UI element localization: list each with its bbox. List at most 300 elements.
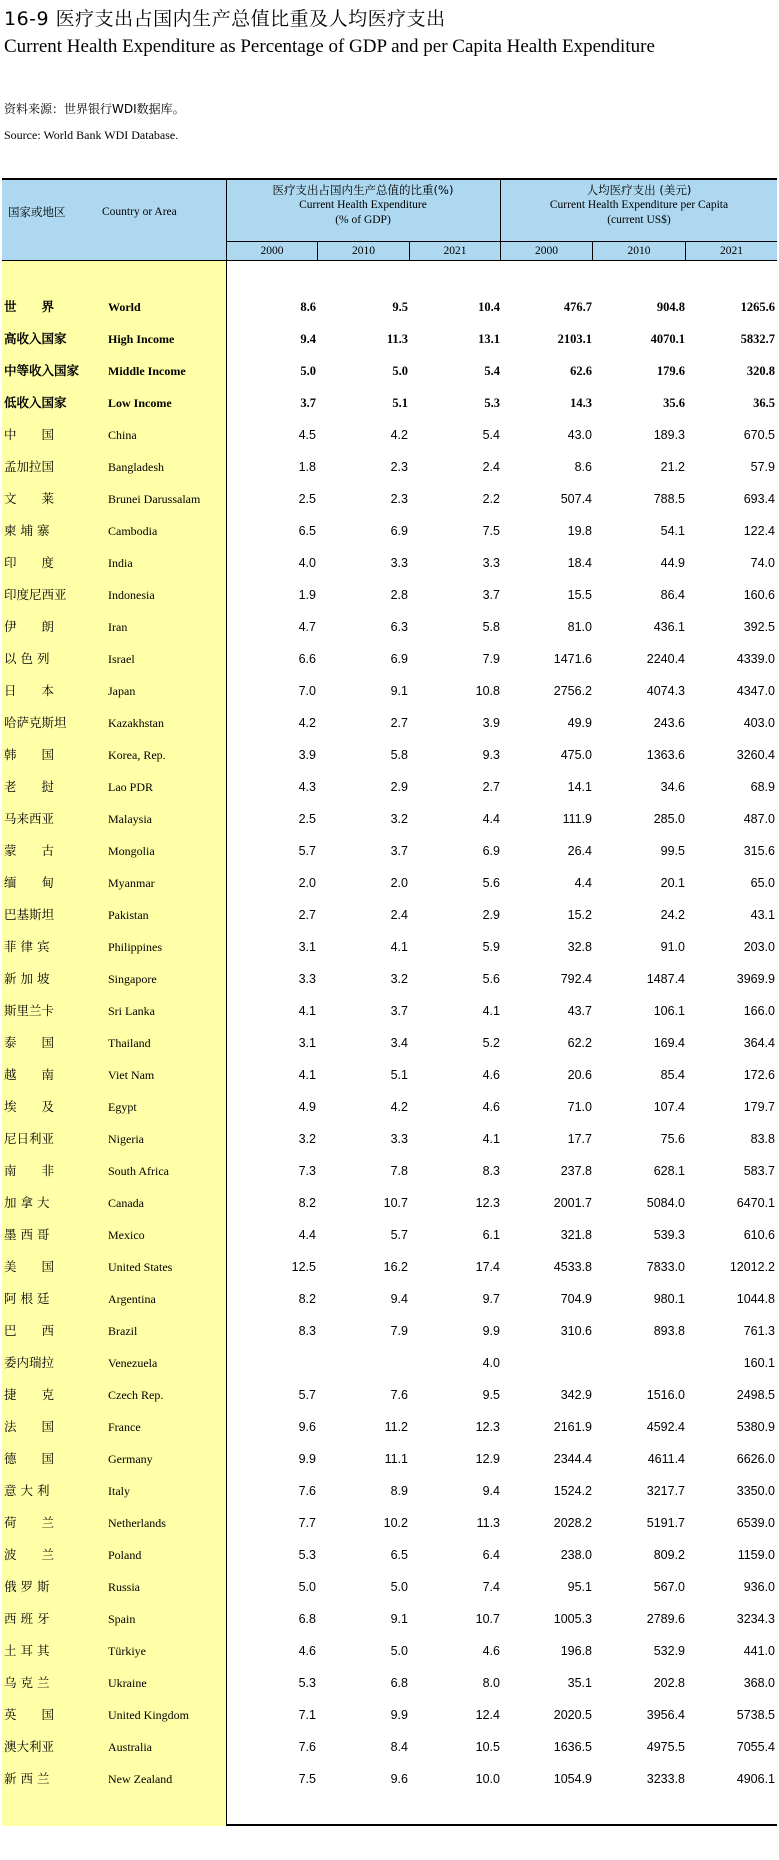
- country-name-en: Ukraine: [108, 1676, 147, 1690]
- value-cell: 9.9: [482, 1324, 500, 1338]
- country-name-en: Cambodia: [108, 524, 158, 538]
- value-cell: 3.7: [390, 1004, 408, 1018]
- value-cell: 2.2: [482, 492, 500, 506]
- value-cell: 7055.4: [736, 1740, 775, 1754]
- value-cell: 2103.1: [557, 332, 592, 346]
- value-cell: 122.4: [743, 524, 775, 538]
- value-cell: 203.0: [743, 940, 775, 954]
- value-cell: 4.5: [298, 428, 316, 442]
- value-cell: 43.1: [750, 908, 775, 922]
- value-cell: 8.6: [574, 460, 592, 474]
- table-row: [2, 1283, 777, 1315]
- value-cell: 1159.0: [737, 1548, 775, 1562]
- country-name-en: Bangladesh: [108, 460, 164, 474]
- value-cell: 99.5: [660, 844, 685, 858]
- country-name-cn: 乌 克 兰: [4, 1675, 50, 1690]
- value-cell: 5380.9: [736, 1420, 775, 1434]
- value-cell: 475.0: [560, 748, 592, 762]
- value-cell: 4.1: [298, 1068, 316, 1082]
- country-name-cn: 巴 西: [4, 1323, 55, 1338]
- table-row: [2, 867, 777, 899]
- value-cell: 5.9: [482, 940, 500, 954]
- table-row: [2, 323, 777, 355]
- table-row: [2, 675, 777, 707]
- country-name-cn: 澳大利亚: [4, 1739, 55, 1754]
- value-cell: 11.1: [384, 1452, 408, 1466]
- value-cell: 169.4: [653, 1036, 685, 1050]
- country-name-en: Russia: [108, 1580, 141, 1594]
- value-cell: 583.7: [743, 1164, 775, 1178]
- country-name-cn: 阿 根 廷: [4, 1291, 50, 1306]
- value-cell: 179.6: [656, 364, 685, 378]
- value-cell: 9.1: [390, 1612, 408, 1626]
- value-cell: 4347.0: [736, 684, 775, 698]
- value-cell: 704.9: [560, 1292, 592, 1306]
- value-cell: 5.7: [390, 1228, 408, 1242]
- value-cell: 3956.4: [646, 1708, 685, 1722]
- value-cell: 4.6: [298, 1644, 316, 1658]
- country-name-en: Malaysia: [108, 812, 152, 826]
- value-cell: 392.5: [743, 620, 775, 634]
- value-cell: 85.4: [660, 1068, 685, 1082]
- value-cell: 2.4: [390, 908, 408, 922]
- value-cell: 4.1: [390, 940, 408, 954]
- value-cell: 6.8: [298, 1612, 316, 1626]
- value-cell: 10.7: [475, 1612, 500, 1626]
- value-cell: 1471.6: [553, 652, 592, 666]
- group-header-gdp-en: Current Health Expenditure: [299, 199, 427, 211]
- value-cell: 368.0: [743, 1676, 775, 1690]
- value-cell: 4074.3: [646, 684, 685, 698]
- value-cell: 4.1: [482, 1132, 500, 1146]
- country-name-cn: 墨 西 哥: [4, 1227, 50, 1242]
- table-row: [2, 931, 777, 963]
- value-cell: 12012.2: [729, 1260, 775, 1274]
- table-row: [2, 1219, 777, 1251]
- value-cell: 436.1: [653, 620, 685, 634]
- value-cell: 7.9: [482, 652, 500, 666]
- value-cell: 11.3: [476, 1516, 500, 1530]
- country-name-cn: 巴基斯坦: [4, 907, 55, 922]
- value-cell: 1487.4: [646, 972, 685, 986]
- value-cell: 2.5: [298, 492, 316, 506]
- value-cell: 6.5: [390, 1548, 408, 1562]
- value-cell: 20.6: [567, 1068, 592, 1082]
- source-note-cn: 资料来源：世界银行WDI数据库。: [4, 102, 185, 116]
- country-name-en: Italy: [108, 1484, 130, 1498]
- value-cell: 7.5: [298, 1772, 316, 1786]
- value-cell: 111.9: [562, 812, 592, 826]
- value-cell: 11.2: [384, 1420, 408, 1434]
- value-cell: 8.6: [300, 300, 316, 314]
- value-cell: 2001.7: [553, 1196, 592, 1210]
- col-header-country-cn: 国家或地区: [8, 205, 66, 219]
- value-cell: 6.9: [390, 524, 408, 538]
- table-row: [2, 387, 777, 419]
- value-cell: 8.4: [390, 1740, 408, 1754]
- value-cell: 9.6: [390, 1772, 408, 1786]
- table-row: [2, 1187, 777, 1219]
- value-cell: 14.3: [570, 396, 592, 410]
- country-name-cn: 日 本: [4, 683, 55, 698]
- table-row: [2, 483, 777, 515]
- value-cell: 4.2: [390, 1100, 408, 1114]
- country-name-en: Low Income: [108, 396, 172, 410]
- table-row: [2, 547, 777, 579]
- country-name-cn: 新 加 坡: [4, 971, 50, 986]
- country-name-en: Venezuela: [108, 1356, 158, 1370]
- year-header: 2021: [443, 245, 467, 257]
- table-row: [2, 419, 777, 451]
- value-cell: 16.2: [383, 1260, 408, 1274]
- country-name-cn: 缅 甸: [4, 875, 55, 890]
- value-cell: 9.9: [390, 1708, 408, 1722]
- country-name-en: Czech Rep.: [108, 1388, 164, 1402]
- year-header: 2021: [720, 245, 743, 257]
- value-cell: 26.4: [567, 844, 592, 858]
- table-row: [2, 451, 777, 483]
- value-cell: 441.0: [743, 1644, 775, 1658]
- table-row: [2, 995, 777, 1027]
- page-title-cn: 16-9 医疗支出占国内生产总值比重及人均医疗支出: [4, 8, 446, 30]
- value-cell: 3.1: [298, 940, 316, 954]
- value-cell: 4975.5: [646, 1740, 685, 1754]
- value-cell: 7.9: [390, 1324, 408, 1338]
- value-cell: 44.9: [660, 556, 685, 570]
- value-cell: 4.4: [482, 812, 500, 826]
- country-name-en: Argentina: [108, 1292, 156, 1306]
- table-row: [2, 1667, 777, 1699]
- country-name-cn: 高收入国家: [4, 331, 67, 346]
- value-cell: 3.7: [482, 588, 500, 602]
- value-cell: 532.9: [653, 1644, 685, 1658]
- value-cell: 6.6: [298, 652, 316, 666]
- value-cell: 4.7: [298, 620, 316, 634]
- value-cell: 3260.4: [736, 748, 775, 762]
- country-name-en: Iran: [108, 620, 128, 634]
- value-cell: 15.5: [567, 588, 592, 602]
- table-row: [2, 1475, 777, 1507]
- value-cell: 4.2: [298, 716, 316, 730]
- value-cell: 6626.0: [736, 1452, 775, 1466]
- value-cell: 2.3: [390, 460, 408, 474]
- country-name-en: Lao PDR: [108, 780, 153, 794]
- value-cell: 628.1: [653, 1164, 685, 1178]
- year-header: 2010: [352, 245, 375, 257]
- value-cell: 238.0: [560, 1548, 592, 1562]
- value-cell: 4.4: [574, 876, 592, 890]
- value-cell: 4.1: [298, 1004, 316, 1018]
- value-cell: 6.8: [390, 1676, 408, 1690]
- country-name-cn: 菲 律 宾: [4, 939, 50, 954]
- country-name-cn: 越 南: [4, 1067, 55, 1082]
- country-name-cn: 文 莱: [4, 491, 55, 506]
- value-cell: 5191.7: [646, 1516, 685, 1530]
- country-name-en: Mongolia: [108, 844, 155, 858]
- year-header: 2000: [260, 245, 284, 257]
- table-row: [2, 1699, 777, 1731]
- value-cell: 2.9: [390, 780, 408, 794]
- value-cell: 12.3: [475, 1420, 500, 1434]
- value-cell: 5.7: [298, 844, 316, 858]
- value-cell: 8.3: [482, 1164, 500, 1178]
- value-cell: 43.0: [567, 428, 592, 442]
- value-cell: 1516.0: [646, 1388, 685, 1402]
- table-row: [2, 1091, 777, 1123]
- value-cell: 5.0: [390, 1580, 408, 1594]
- country-name-cn: 斯里兰卡: [4, 1003, 55, 1018]
- country-name-en: India: [108, 556, 133, 570]
- value-cell: 62.6: [570, 364, 592, 378]
- value-cell: 904.8: [656, 300, 685, 314]
- value-cell: 1044.8: [736, 1292, 775, 1306]
- country-name-cn: 孟加拉国: [4, 459, 55, 474]
- value-cell: 202.8: [653, 1676, 685, 1690]
- value-cell: 4.9: [298, 1100, 316, 1114]
- country-name-en: Korea, Rep.: [108, 748, 166, 762]
- country-name-en: Philippines: [108, 940, 163, 954]
- value-cell: 20.1: [660, 876, 685, 890]
- value-cell: 9.4: [482, 1484, 500, 1498]
- country-name-cn: 英 国: [4, 1707, 55, 1722]
- table-row: [2, 611, 777, 643]
- value-cell: 7.0: [298, 684, 316, 698]
- value-cell: 35.1: [567, 1676, 592, 1690]
- table-body: [2, 291, 777, 1795]
- value-cell: 6.3: [390, 620, 408, 634]
- value-cell: 8.2: [298, 1196, 316, 1210]
- value-cell: 1265.6: [740, 300, 775, 314]
- value-cell: 2028.2: [553, 1516, 592, 1530]
- value-cell: 4906.1: [736, 1772, 775, 1786]
- value-cell: 9.1: [390, 684, 408, 698]
- country-name-en: Japan: [108, 684, 136, 698]
- value-cell: 5.0: [300, 364, 316, 378]
- country-name-en: Türkiye: [108, 1644, 146, 1658]
- country-name-cn: 意 大 利: [4, 1483, 50, 1498]
- country-name-en: Brazil: [108, 1324, 138, 1338]
- value-cell: 610.6: [743, 1228, 775, 1242]
- value-cell: 2.4: [482, 460, 500, 474]
- value-cell: 32.8: [567, 940, 592, 954]
- col-header-country-en: Country or Area: [102, 206, 177, 218]
- value-cell: 3.2: [390, 812, 408, 826]
- value-cell: 10.8: [475, 684, 500, 698]
- country-name-cn: 印 度: [4, 555, 55, 570]
- country-name-en: Viet Nam: [108, 1068, 155, 1082]
- value-cell: 3233.8: [646, 1772, 685, 1786]
- country-name-cn: 蒙 古: [4, 843, 55, 858]
- country-name-en: Egypt: [108, 1100, 137, 1114]
- value-cell: 487.0: [743, 812, 775, 826]
- value-cell: 1.9: [298, 588, 316, 602]
- group-header-percapita-cn: 人均医疗支出 (美元): [586, 183, 692, 197]
- value-cell: 19.8: [567, 524, 592, 538]
- country-name-cn: 俄 罗 斯: [4, 1579, 50, 1594]
- country-name-cn: 加 拿 大: [4, 1195, 50, 1210]
- value-cell: 166.0: [743, 1004, 775, 1018]
- value-cell: 5738.5: [736, 1708, 775, 1722]
- value-cell: 315.6: [743, 844, 775, 858]
- value-cell: 5.8: [482, 620, 500, 634]
- value-cell: 237.8: [560, 1164, 592, 1178]
- value-cell: 10.7: [383, 1196, 408, 1210]
- value-cell: 196.8: [560, 1644, 592, 1658]
- country-name-cn: 马来西亚: [4, 811, 55, 826]
- value-cell: 10.2: [383, 1516, 408, 1530]
- value-cell: 5084.0: [646, 1196, 685, 1210]
- value-cell: 3217.7: [646, 1484, 685, 1498]
- value-cell: 3.9: [298, 748, 316, 762]
- value-cell: 3.9: [482, 716, 500, 730]
- value-cell: 11.3: [386, 332, 408, 346]
- country-name-cn: 南 非: [4, 1163, 55, 1178]
- table-row: [2, 1731, 777, 1763]
- country-name-en: Middle Income: [108, 364, 186, 378]
- value-cell: 6.4: [482, 1548, 500, 1562]
- table-row: [2, 643, 777, 675]
- table-row: [2, 1315, 777, 1347]
- country-name-en: Singapore: [108, 972, 157, 986]
- value-cell: 7.3: [298, 1164, 316, 1178]
- value-cell: 285.0: [653, 812, 685, 826]
- value-cell: 12.4: [475, 1708, 500, 1722]
- country-name-cn: 中等收入国家: [4, 363, 80, 378]
- table-row: [2, 1603, 777, 1635]
- value-cell: 4.4: [298, 1228, 316, 1242]
- value-cell: 1636.5: [553, 1740, 592, 1754]
- country-name-cn: 中 国: [4, 427, 55, 442]
- country-name-cn: 新 西 兰: [4, 1771, 50, 1786]
- value-cell: 310.6: [560, 1324, 592, 1338]
- table-row: [2, 1507, 777, 1539]
- value-cell: 3.7: [390, 844, 408, 858]
- value-cell: 7.7: [298, 1516, 316, 1530]
- value-cell: 68.9: [750, 780, 775, 794]
- value-cell: 4.6: [482, 1100, 500, 1114]
- value-cell: 364.4: [743, 1036, 775, 1050]
- value-cell: 9.4: [300, 332, 316, 346]
- value-cell: 5.3: [298, 1676, 316, 1690]
- value-cell: 75.6: [660, 1132, 685, 1146]
- value-cell: 2.9: [482, 908, 500, 922]
- value-cell: 1.8: [298, 460, 316, 474]
- country-name-cn: 土 耳 其: [4, 1643, 50, 1658]
- value-cell: 476.7: [563, 300, 592, 314]
- value-cell: 12.5: [291, 1260, 316, 1274]
- data-table: [2, 178, 777, 1826]
- value-cell: 81.0: [567, 620, 592, 634]
- table-row: [2, 963, 777, 995]
- table-row: [2, 707, 777, 739]
- country-name-en: Myanmar: [108, 876, 155, 890]
- value-cell: 2.7: [482, 780, 500, 794]
- value-cell: 86.4: [660, 588, 685, 602]
- value-cell: 71.0: [567, 1100, 592, 1114]
- value-cell: 2.7: [298, 908, 316, 922]
- group-header-percapita-en: Current Health Expenditure per Capita: [549, 199, 729, 211]
- value-cell: 5.3: [484, 396, 500, 410]
- country-name-cn: 荷 兰: [4, 1515, 55, 1530]
- table-row: [2, 1347, 777, 1379]
- country-name-cn: 以 色 列: [4, 651, 50, 666]
- country-name-cn: 尼日利亚: [4, 1131, 55, 1146]
- value-cell: 3.2: [298, 1132, 316, 1146]
- value-cell: 17.7: [567, 1132, 592, 1146]
- country-name-cn: 低收入国家: [4, 395, 67, 410]
- country-name-cn: 伊 朗: [4, 619, 55, 634]
- value-cell: 15.2: [567, 908, 592, 922]
- value-cell: 106.1: [653, 1004, 685, 1018]
- value-cell: 2.0: [390, 876, 408, 890]
- value-cell: 2.0: [298, 876, 316, 890]
- country-name-en: Nigeria: [108, 1132, 144, 1146]
- value-cell: 4070.1: [650, 332, 685, 346]
- value-cell: 3.3: [390, 1132, 408, 1146]
- value-cell: 6.9: [482, 844, 500, 858]
- country-name-en: Netherlands: [108, 1516, 166, 1530]
- country-name-en: Mexico: [108, 1228, 145, 1242]
- value-cell: 4.0: [298, 556, 316, 570]
- value-cell: 507.4: [560, 492, 592, 506]
- value-cell: 4.2: [390, 428, 408, 442]
- value-cell: 4.3: [298, 780, 316, 794]
- country-name-en: World: [108, 300, 141, 314]
- country-name-cn: 德 国: [4, 1451, 55, 1466]
- value-cell: 5.8: [390, 748, 408, 762]
- value-cell: 4611.4: [647, 1452, 685, 1466]
- country-name-cn: 老 挝: [4, 779, 55, 794]
- value-cell: 6.9: [390, 652, 408, 666]
- value-cell: 403.0: [743, 716, 775, 730]
- value-cell: 6539.0: [736, 1516, 775, 1530]
- country-name-cn: 法 国: [4, 1419, 55, 1434]
- value-cell: 5832.7: [740, 332, 775, 346]
- value-cell: 936.0: [743, 1580, 775, 1594]
- value-cell: 321.8: [560, 1228, 592, 1242]
- value-cell: 18.4: [567, 556, 592, 570]
- value-cell: 3234.3: [736, 1612, 775, 1626]
- table-row: [2, 1539, 777, 1571]
- table-row: [2, 899, 777, 931]
- value-cell: 6470.1: [736, 1196, 775, 1210]
- value-cell: 95.1: [567, 1580, 592, 1594]
- table-row: [2, 1123, 777, 1155]
- table-row: [2, 1571, 777, 1603]
- value-cell: 9.5: [392, 300, 408, 314]
- value-cell: 9.6: [298, 1420, 316, 1434]
- value-cell: 7.4: [482, 1580, 500, 1594]
- table-row: [2, 1635, 777, 1667]
- value-cell: 12.9: [475, 1452, 500, 1466]
- value-cell: 24.2: [660, 908, 685, 922]
- country-name-en: New Zealand: [108, 1772, 173, 1786]
- value-cell: 2161.9: [553, 1420, 592, 1434]
- value-cell: 3.3: [298, 972, 316, 986]
- value-cell: 2.5: [298, 812, 316, 826]
- value-cell: 9.5: [482, 1388, 500, 1402]
- value-cell: 7.5: [482, 524, 500, 538]
- value-cell: 57.9: [750, 460, 775, 474]
- country-name-en: Spain: [108, 1612, 136, 1626]
- value-cell: 7833.0: [646, 1260, 685, 1274]
- value-cell: 1363.6: [646, 748, 685, 762]
- value-cell: 36.5: [753, 396, 775, 410]
- value-cell: 2344.4: [553, 1452, 592, 1466]
- value-cell: 4.0: [482, 1356, 500, 1370]
- value-cell: 893.8: [653, 1324, 685, 1338]
- value-cell: 5.7: [298, 1388, 316, 1402]
